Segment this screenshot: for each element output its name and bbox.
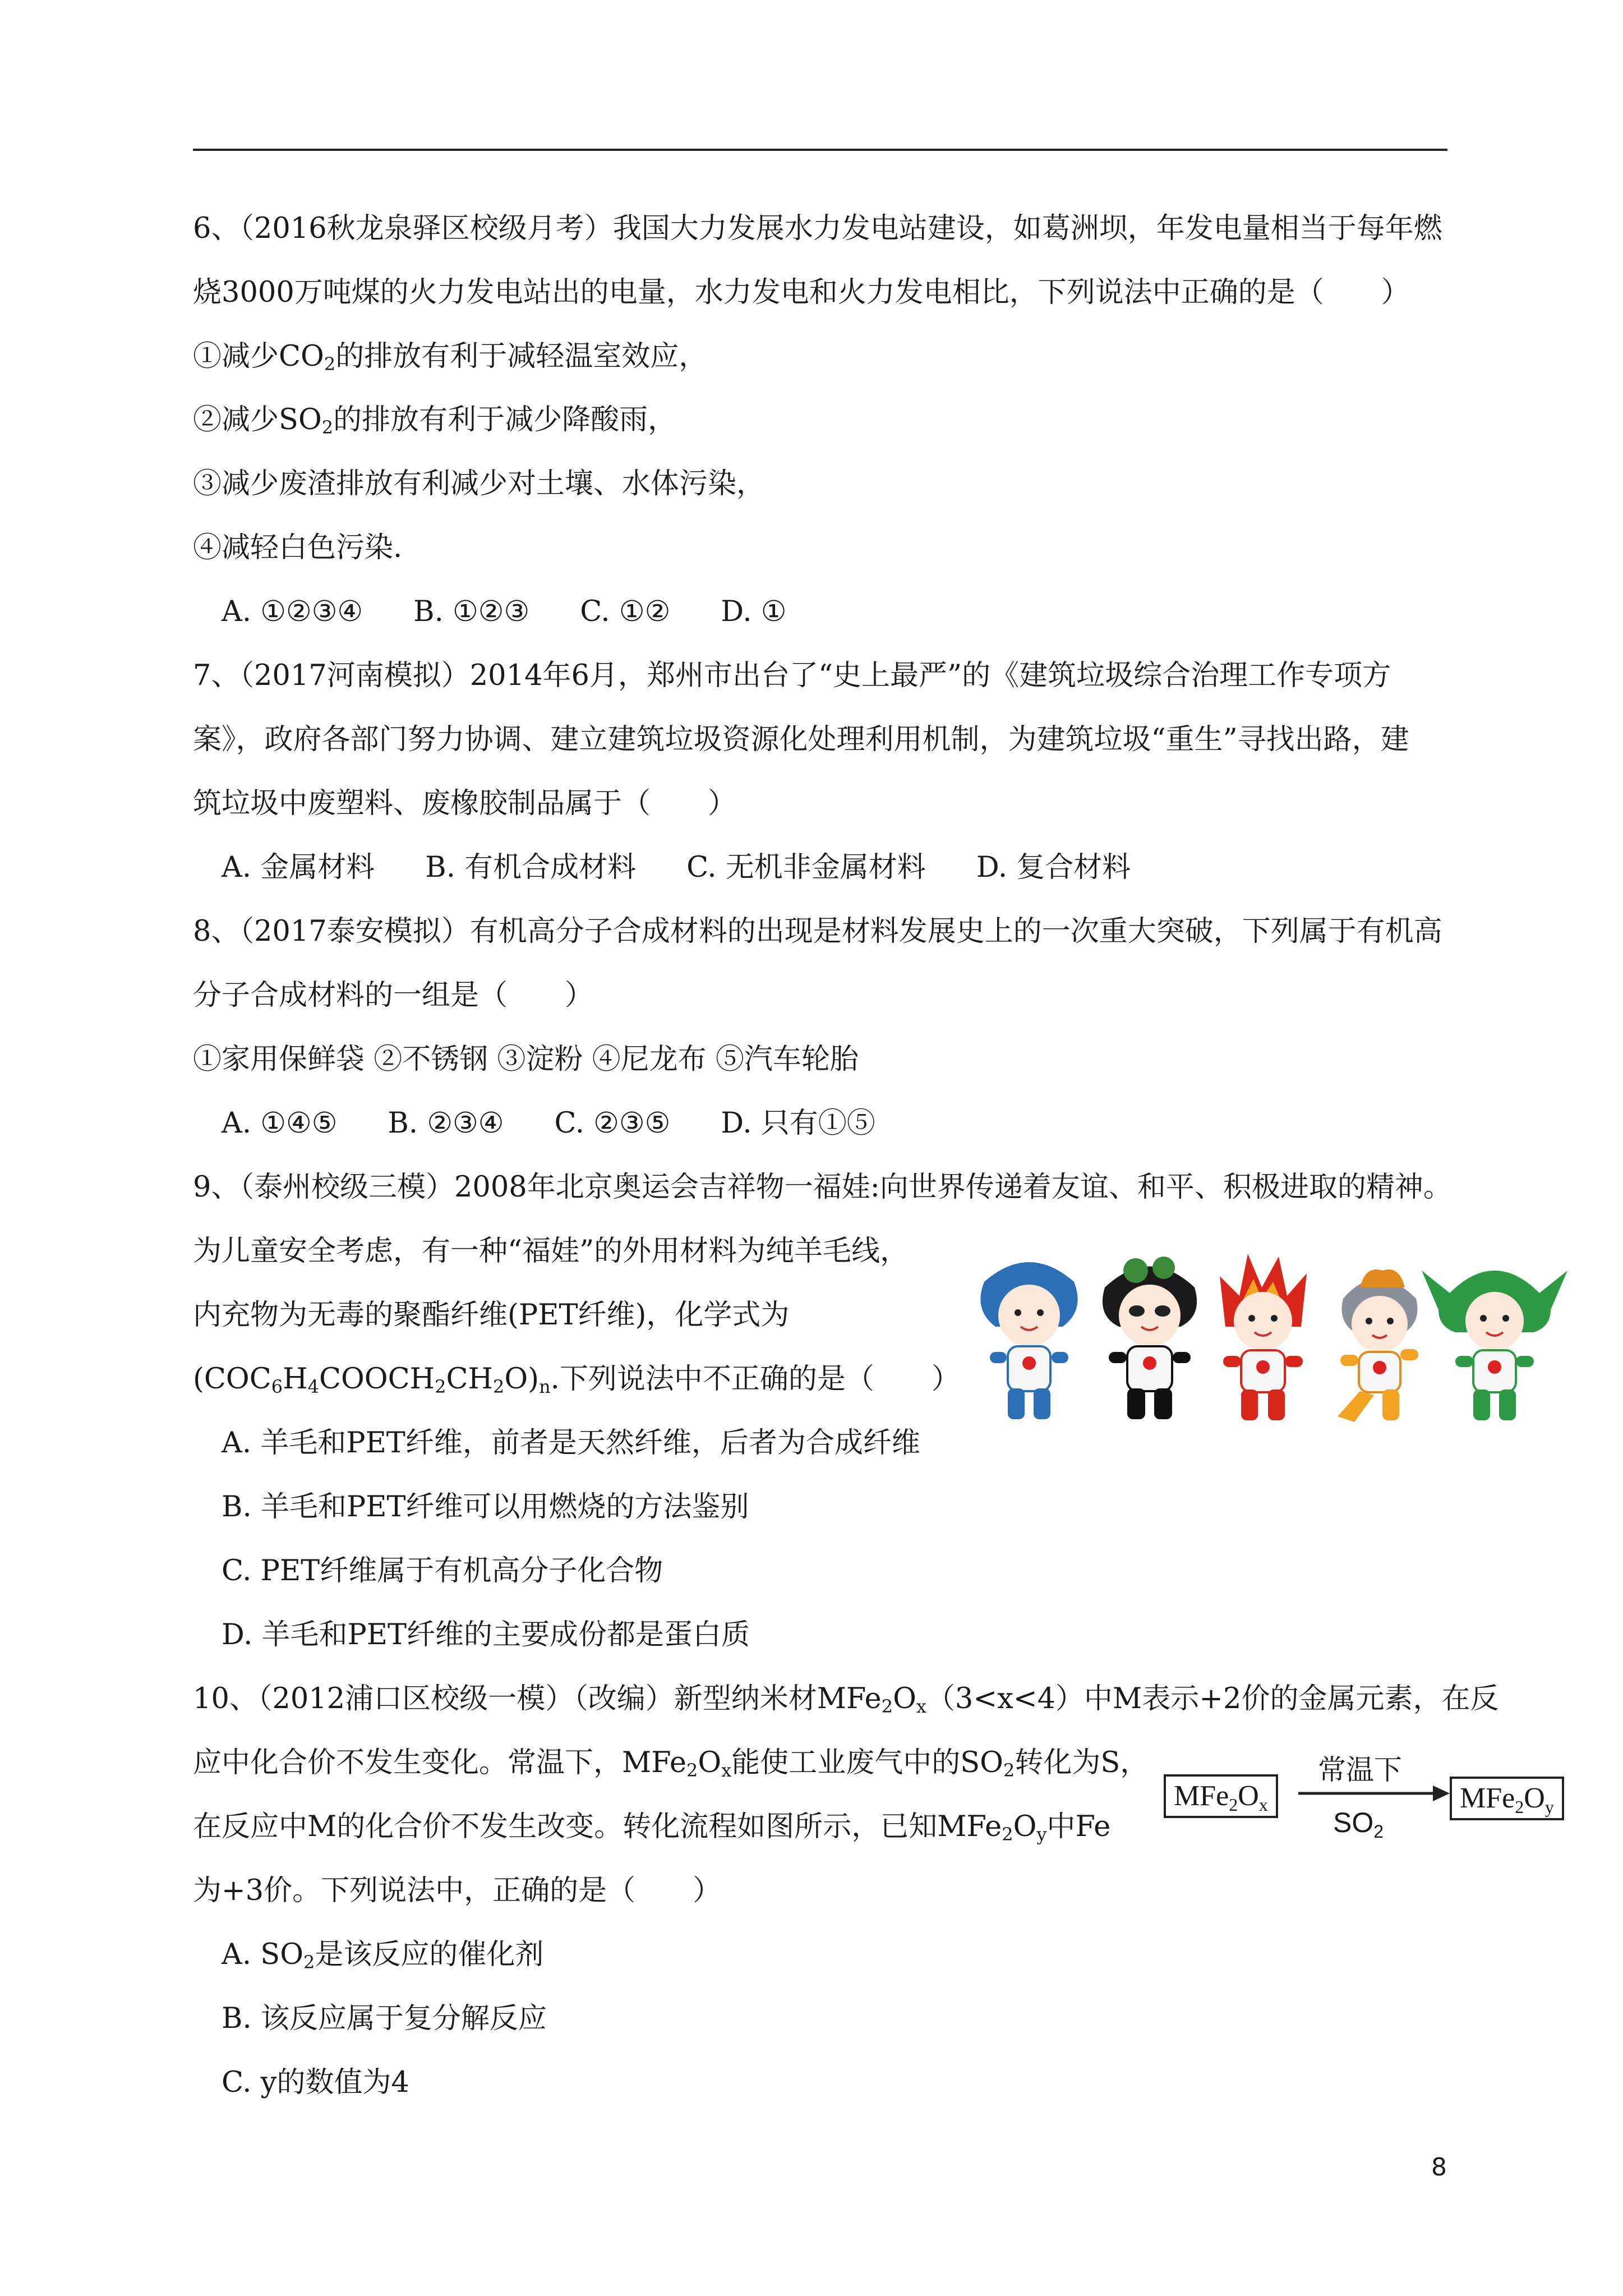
- q6-statement-1: ①减少$CO_2$的排放有利于减轻温室效应，: [193, 340, 708, 375]
- conversion-flow-diagram: [1164, 1747, 1590, 1846]
- q7-option-c[interactable]: C. 无机非金属材料: [686, 851, 926, 884]
- q6-statement-2: ②减少$SO_2$的排放有利于减少降酸雨，: [193, 403, 677, 438]
- q6-options: [222, 595, 837, 629]
- q6-option-a[interactable]: A. ①②③④: [222, 595, 363, 628]
- q6-option-c[interactable]: C. ①②: [580, 595, 671, 628]
- q6-stem-line-1: 6、（2016秋龙泉驿区校级月考）我国大力发展水力发电站建设，如葛洲坝，年发电量相当于每年燃: [193, 212, 1442, 245]
- q10-option-b[interactable]: B. 该反应属于复分解反应: [222, 2002, 547, 2035]
- q7-option-b[interactable]: B. 有机合成材料: [425, 851, 637, 884]
- q8-stem-line-2: 分子合成材料的一组是（ ）: [193, 979, 594, 1012]
- page-number: 8: [1431, 2153, 1447, 2182]
- mascot-red: [1220, 1254, 1307, 1420]
- q10-stem-line-3: 在反应中M的化合价不发生改变。转化流程如图所示，已知$MFe_2O_y$中Fe: [193, 1810, 1111, 1845]
- q9-option-b[interactable]: B. 羊毛和PET纤维可以用燃烧的方法鉴别: [222, 1490, 749, 1524]
- q10-stem-line-1: 10、（2012浦口区校级一模）（改编）新型纳米材$MFe_2O_x(3<x<4)$中M表示+2价的金属元素，在反: [193, 1682, 1499, 1717]
- mascot-blue: [980, 1262, 1077, 1419]
- mascot-black: [1103, 1257, 1197, 1419]
- q8-option-c[interactable]: C. ②③⑤: [554, 1107, 671, 1140]
- q7-option-a[interactable]: A. 金属材料: [222, 851, 375, 884]
- q6-statement-4: ④减轻白色污染.: [193, 531, 403, 564]
- q6-option-b[interactable]: B. ①②③: [413, 595, 530, 628]
- condition-label: 常温下: [1318, 1754, 1402, 1786]
- mascot-yellow: [1338, 1269, 1418, 1422]
- q10-stem-line-2: 应中化合价不发生变化。常温下，$MFe_2O_x$能使工业废气中的$SO_2$转化为S，: [193, 1746, 1149, 1781]
- header-rule: [193, 149, 1447, 151]
- q6-statement-3: ③减少废渣排放有利减少对土壤、水体污染，: [193, 467, 766, 500]
- q6-option-d[interactable]: D. ①: [721, 595, 787, 628]
- q8-option-b[interactable]: B. ②③④: [388, 1107, 504, 1140]
- q8-stem-line-1: 8、（2017泰安模拟）有机高分子合成材料的出现是材料发展史上的一次重大突破，下列属于有机高: [193, 915, 1442, 948]
- q9-stem-line-2: 为儿童安全考虑，有一种“福娃”的外用材料为纯羊毛线，: [193, 1235, 909, 1268]
- q7-stem-line-1: 7、（2017河南模拟）2014年6月，郑州市出台了“史上最严”的《建筑垃圾综合治理工作专项方: [193, 659, 1391, 692]
- q7-stem-line-2: 案》，政府各部门努力协调、建立建筑垃圾资源化处理利用机制，为建筑垃圾“重生”寻找出路，建: [193, 723, 1409, 756]
- q8-items: ①家用保鲜袋 ②不锈钢 ③淀粉 ④尼龙布 ⑤汽车轮胎: [193, 1043, 859, 1076]
- q10-option-c[interactable]: C. y的数值为4: [222, 2066, 409, 2099]
- fuwa-mascots-image: [973, 1248, 1576, 1428]
- product-box: $MFe_2O_y$: [1450, 1777, 1564, 1820]
- mascot-green: [1422, 1271, 1567, 1420]
- q9-option-c[interactable]: C. PET纤维属于有机高分子化合物: [222, 1554, 663, 1588]
- q10-stem-line-4: 为+3价。下列说法中，正确的是（ ）: [193, 1874, 722, 1907]
- q8-options: [222, 1107, 926, 1140]
- reagent-label: $SO_2$: [1333, 1807, 1384, 1842]
- reactant-box: $MFe_2O_x$: [1164, 1774, 1278, 1818]
- q8-option-a[interactable]: A. ①④⑤: [222, 1107, 338, 1140]
- q8-option-d[interactable]: D. 只有①⑤: [721, 1107, 875, 1140]
- arrow-right-icon: [1298, 1782, 1450, 1805]
- q9-stem-line-3: 内充物为无毒的聚酯纤维(PET纤维)，化学式为: [193, 1299, 790, 1332]
- q9-stem-line-1: 9、（泰州校级三模）2008年北京奥运会吉祥物一福娃:向世界传递着友谊、和平、积极进取的精神。: [193, 1171, 1452, 1204]
- q7-option-d[interactable]: D. 复合材料: [976, 851, 1131, 884]
- q7-options: [222, 851, 1181, 885]
- q9-formula-line: $(COC_6H_4COOCH_2CH_2O)_n$.下列说法中不正确的是（ ）: [193, 1363, 960, 1397]
- q10-option-a[interactable]: A. $SO_2$是该反应的催化剂: [222, 1938, 544, 1973]
- q6-stem-line-2: 烧3000万吨煤的火力发电站出的电量，水力发电和火力发电相比，下列说法中正确的是（ ）: [193, 276, 1410, 309]
- q9-option-d[interactable]: D. 羊毛和PET纤维的主要成份都是蛋白质: [222, 1618, 750, 1651]
- q7-stem-line-3: 筑垃圾中废塑料、废橡胶制品属于（ ）: [193, 787, 737, 820]
- q9-option-a[interactable]: A. 羊毛和PET纤维，前者是天然纤维，后者为合成纤维: [222, 1427, 920, 1460]
